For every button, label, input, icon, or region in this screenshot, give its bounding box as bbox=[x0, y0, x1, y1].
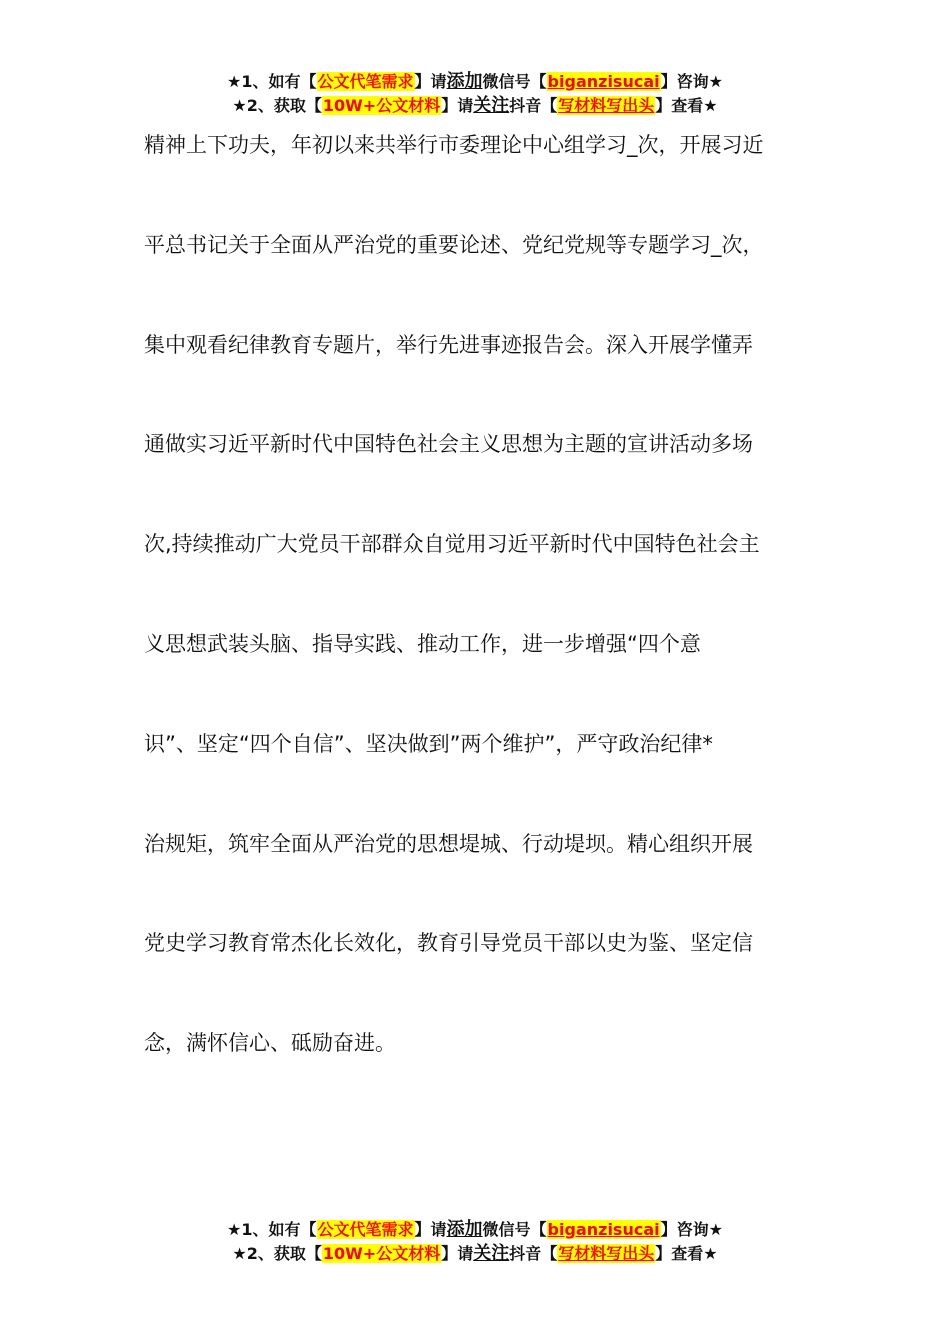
document-body bbox=[144, 120, 824, 1118]
body-line: 平总书记关于全面从严治党的重要论述、党纪党规等专题学习_次， bbox=[144, 232, 764, 257]
add-emphasis: 添加 bbox=[446, 71, 483, 92]
follow-emphasis: 关注 bbox=[473, 1243, 510, 1264]
body-line: 精神上下功夫，年初以来共举行市委理论中心组学习_次，开展习近 bbox=[144, 133, 764, 157]
materials-highlight: 10W+公文材料 bbox=[322, 1244, 441, 1263]
banner-line-1: ★1、如有【公文代笔需求】请添加微信号【biganzisucai】咨询★ bbox=[227, 1219, 723, 1240]
footer-banner bbox=[0, 1218, 950, 1266]
body-line: 义思想武装头脑、指导实践、推动工作，进一步增强“四个意 bbox=[144, 631, 701, 656]
body-line: 通做实习近平新时代中国特色社会主义思想为主题的宣讲活动多场 bbox=[144, 432, 753, 457]
materials-highlight: 10W+公文材料 bbox=[322, 96, 441, 115]
wechat-id-highlight: biganzisucai bbox=[547, 72, 660, 91]
banner-line-1: ★1、如有【公文代笔需求】请添加微信号【biganzisucai】咨询★ bbox=[227, 71, 723, 92]
follow-emphasis: 关注 bbox=[473, 95, 510, 116]
body-line: 识”、坚定“四个自信”、坚决做到”两个维护”，严守政治纪律* bbox=[144, 731, 713, 756]
body-line: 治规矩，筑牢全面从严治党的思想堤城、行动堤坝。精心组织开展 bbox=[144, 831, 753, 856]
body-line: 党史学习教育常杰化长效化，教育引导党员干部以史为鉴、坚定信 bbox=[144, 931, 753, 956]
douyin-highlight: 写材料写出头 bbox=[558, 1244, 655, 1263]
header-banner bbox=[0, 70, 950, 118]
body-line: 念，满怀信心、砥励奋进。 bbox=[144, 1031, 396, 1056]
douyin-highlight: 写材料写出头 bbox=[558, 96, 655, 115]
body-line: 次,持续推动广大党员干部群众自觉用习近平新时代中国特色社会主 bbox=[144, 532, 760, 557]
service-highlight: 公文代笔需求 bbox=[317, 1220, 414, 1239]
banner-line-2: ★2、获取【10W+公文材料】请关注抖音【写材料写出头】查看★ bbox=[232, 95, 718, 116]
wechat-id-highlight: biganzisucai bbox=[547, 1220, 660, 1239]
body-line: 集中观看纪律教育专题片，举行先进事迹报告会。深入开展学懂弄 bbox=[144, 332, 753, 357]
banner-line-2: ★2、获取【10W+公文材料】请关注抖音【写材料写出头】查看★ bbox=[232, 1243, 718, 1264]
add-emphasis: 添加 bbox=[446, 1219, 483, 1240]
service-highlight: 公文代笔需求 bbox=[317, 72, 414, 91]
